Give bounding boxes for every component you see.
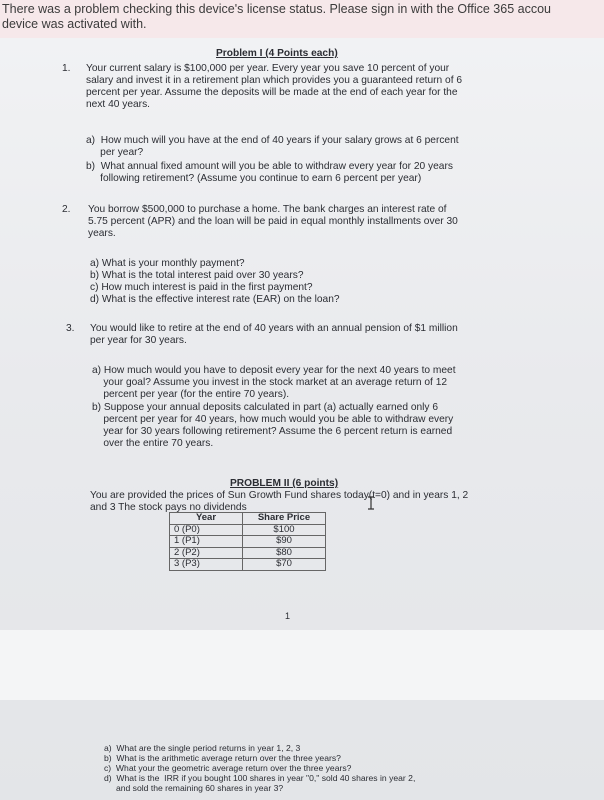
banner-line-1: There was a problem checking this device's license status. Please sign in with the Office 365 accou <box>2 2 551 16</box>
table-row <box>170 559 326 571</box>
text-cursor-icon <box>366 496 376 510</box>
q3-number: 3. <box>66 323 75 334</box>
problem2-intro-line: and 3 The stock pays no dividends <box>90 502 247 513</box>
q2-part: d) What is the effective interest rate (EAR) on the loan? <box>90 294 340 305</box>
problem1-title: Problem I (4 Points each) <box>216 48 338 59</box>
price-cell: $70 <box>243 559 326 571</box>
q1-line: next 40 years. <box>86 99 150 110</box>
q3-part: percent per year for 40 years, how much would you be able to withdraw every <box>92 414 454 425</box>
problem2-question: b) What is the arithmetic average return over the three years? <box>104 753 341 763</box>
q1-line: Your current salary is $100,000 per year. Every year you save 10 percent of your <box>86 63 450 74</box>
price-cell: $100 <box>243 524 326 536</box>
banner-line-2: device was activated with. <box>2 17 147 31</box>
q3-part: a) How much would you have to deposit every year for the next 40 years to meet <box>92 365 456 376</box>
column-header-share-price: Share Price <box>243 513 326 525</box>
q1-part: per year? <box>86 147 144 158</box>
problem2-question: and sold the remaining 60 shares in year 3? <box>104 783 284 793</box>
share-price-table <box>169 512 326 571</box>
q1-number: 1. <box>62 63 71 74</box>
document-page <box>0 38 604 800</box>
page-number: 1 <box>285 611 291 621</box>
q2-part: c) How much interest is paid in the first payment? <box>90 282 313 293</box>
year-cell: 3 (P3) <box>170 559 243 571</box>
q2-line: 5.75 percent (APR) and the loan will be paid in equal monthly installments over 30 <box>88 216 458 227</box>
year-cell: 0 (P0) <box>170 524 243 536</box>
q1-line: percent per year. Assume the deposits will be made at the end of each year for the <box>86 87 458 98</box>
q2-number: 2. <box>62 204 71 215</box>
table-row <box>170 524 326 536</box>
q2-line: You borrow $500,000 to purchase a home. The bank charges an interest rate of <box>88 204 447 215</box>
problem2-title: PROBLEM II (6 points) <box>230 478 339 489</box>
problem2-intro-line: You are provided the prices of Sun Growth Fund shares today(t=0) and in years 1, 2 <box>90 490 469 501</box>
q2-part: b) What is the total interest paid over 30 years? <box>90 270 304 281</box>
column-header-year: Year <box>170 513 243 525</box>
table-row <box>170 536 326 548</box>
q1-part: following retirement? (Assume you continue to earn 6 percent per year) <box>86 173 422 184</box>
problem2-question: d) What is the IRR if you bought 100 shares in year "0," sold 40 shares in year 2, <box>104 773 416 783</box>
q3-line: per year for 30 years. <box>90 335 187 346</box>
year-cell: 1 (P1) <box>170 536 243 548</box>
q1-part: a) How much will you have at the end of 40 years if your salary grows at 6 percent <box>86 135 459 146</box>
q3-part: year for 30 years following retirement? Assume the 6 percent return is earned <box>92 426 453 437</box>
table-header-row <box>170 513 326 525</box>
q3-part: b) Suppose your annual deposits calculated in part (a) actually earned only 6 <box>92 402 439 413</box>
license-warning-banner[interactable] <box>0 0 604 38</box>
problem2-question: c) What your the geometric average return over the three years? <box>104 763 352 773</box>
table-row <box>170 547 326 559</box>
q1-part: b) What annual fixed amount will you be able to withdraw every year for 20 years <box>86 161 453 172</box>
q2-line: years. <box>88 228 116 239</box>
problem2-question: a) What are the single period returns in year 1, 2, 3 <box>104 743 301 753</box>
q3-line: You would like to retire at the end of 40 years with an annual pension of $1 million <box>90 323 458 334</box>
price-cell: $80 <box>243 547 326 559</box>
q2-part: a) What is your monthly payment? <box>90 258 245 269</box>
page-gap <box>0 630 604 700</box>
q3-part: percent per year (for the entire 70 years). <box>92 389 290 400</box>
q1-line: salary and invest it in a retirement plan which provides you a guaranteed return of 6 <box>86 75 463 86</box>
q3-part: your goal? Assume you invest in the stock market at an average return of 12 <box>92 377 448 388</box>
q3-part: over the entire 70 years. <box>92 438 214 449</box>
price-cell: $90 <box>243 536 326 548</box>
year-cell: 2 (P2) <box>170 547 243 559</box>
